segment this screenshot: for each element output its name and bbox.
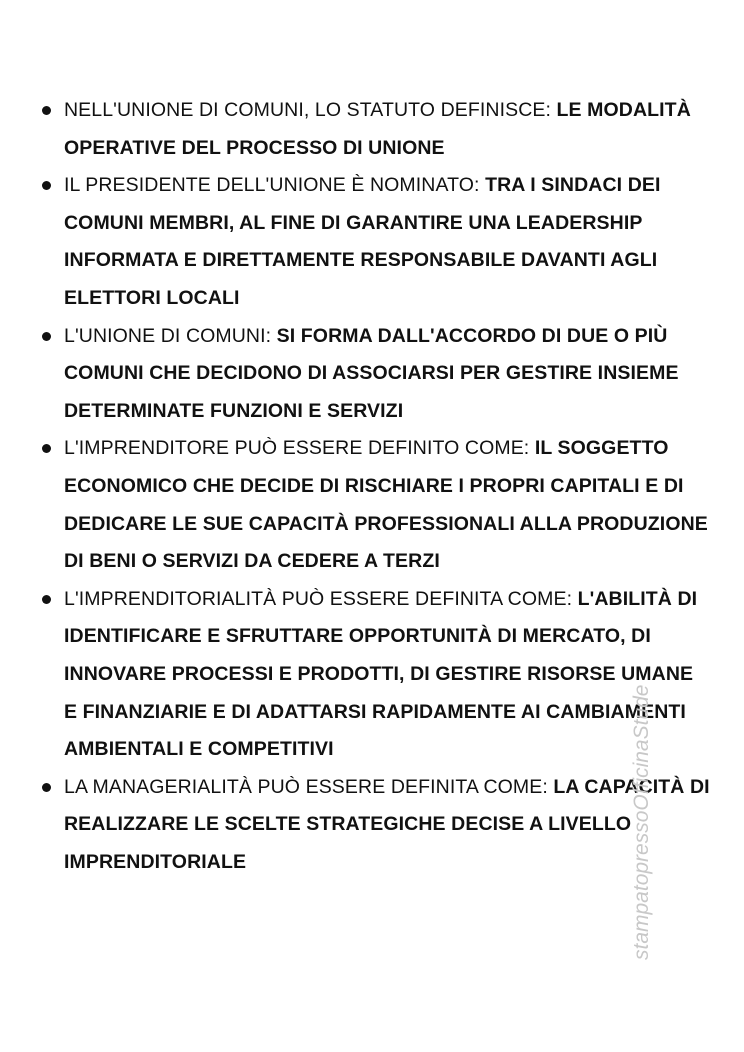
list-item	[38, 92, 710, 167]
list-item	[38, 167, 710, 317]
bullet-icon	[42, 181, 51, 190]
list-item	[38, 769, 710, 882]
bullet-icon	[42, 783, 51, 792]
answer: LA CAPACITÀ DI REALIZZARE LE SCELTE STRATEGICHE DECISE A LIVELLO IMPRENDITORIALE	[64, 775, 710, 873]
watermark: stampatopressoOfficinaStude	[630, 684, 653, 960]
question: NELL'UNIONE DI COMUNI, LO STATUTO DEFINISCE:	[64, 99, 557, 121]
question: L'IMPRENDITORIALITÀ PUÒ ESSERE DEFINITA COME:	[64, 587, 578, 610]
list-item	[38, 318, 710, 431]
answer: LE MODALITÀ OPERATIVE DEL PROCESSO DI UNIONE	[64, 99, 691, 159]
question: L'UNIONE DI COMUNI:	[64, 324, 277, 347]
bullet-icon	[42, 332, 51, 341]
question: LA MANAGERIALITÀ PUÒ ESSERE DEFINITA COME:	[64, 775, 554, 798]
answer: SI FORMA DALL'ACCORDO DI DUE O PIÙ COMUNI CHE DECIDONO DI ASSOCIARSI PER GESTIRE INSIEME DETERMINATE FUNZIONI E SERVIZI	[64, 324, 679, 422]
list-item	[38, 430, 710, 580]
bullet-icon	[42, 106, 51, 115]
question: IL PRESIDENTE DELL'UNIONE È NOMINATO:	[64, 174, 486, 197]
answer: L'ABILITÀ DI IDENTIFICARE E SFRUTTARE OPPORTUNITÀ DI MERCATO, DI INNOVARE PROCESSI E PRODOTTI, DI GESTIRE RISORSE UMANE E FINANZIARIE E DI ADATTARSI RAPIDAMENTE AI CAMBIAMENTI AMBIENTALI E COMPETITIVI	[64, 587, 698, 761]
question: L'IMPRENDITORE PUÒ ESSERE DEFINITO COME:	[64, 437, 535, 460]
bullet-icon	[42, 444, 51, 453]
answer: TRA I SINDACI DEI COMUNI MEMBRI, AL FINE DI GARANTIRE UNA LEADERSHIP INFORMATA E DIRETTAMENTE RESPONSABILE DAVANTI AGLI ELETTORI LOCALI	[64, 174, 661, 309]
list-item	[38, 581, 710, 769]
qa-list	[38, 92, 710, 881]
bullet-icon	[42, 595, 51, 604]
answer: IL SOGGETTO ECONOMICO CHE DECIDE DI RISCHIARE I PROPRI CAPITALI E DI DEDICARE LE SUE CAPACITÀ PROFESSIONALI ALLA PRODUZIONE DI BENI O SERVIZI DA CEDERE A TERZI	[64, 437, 708, 573]
